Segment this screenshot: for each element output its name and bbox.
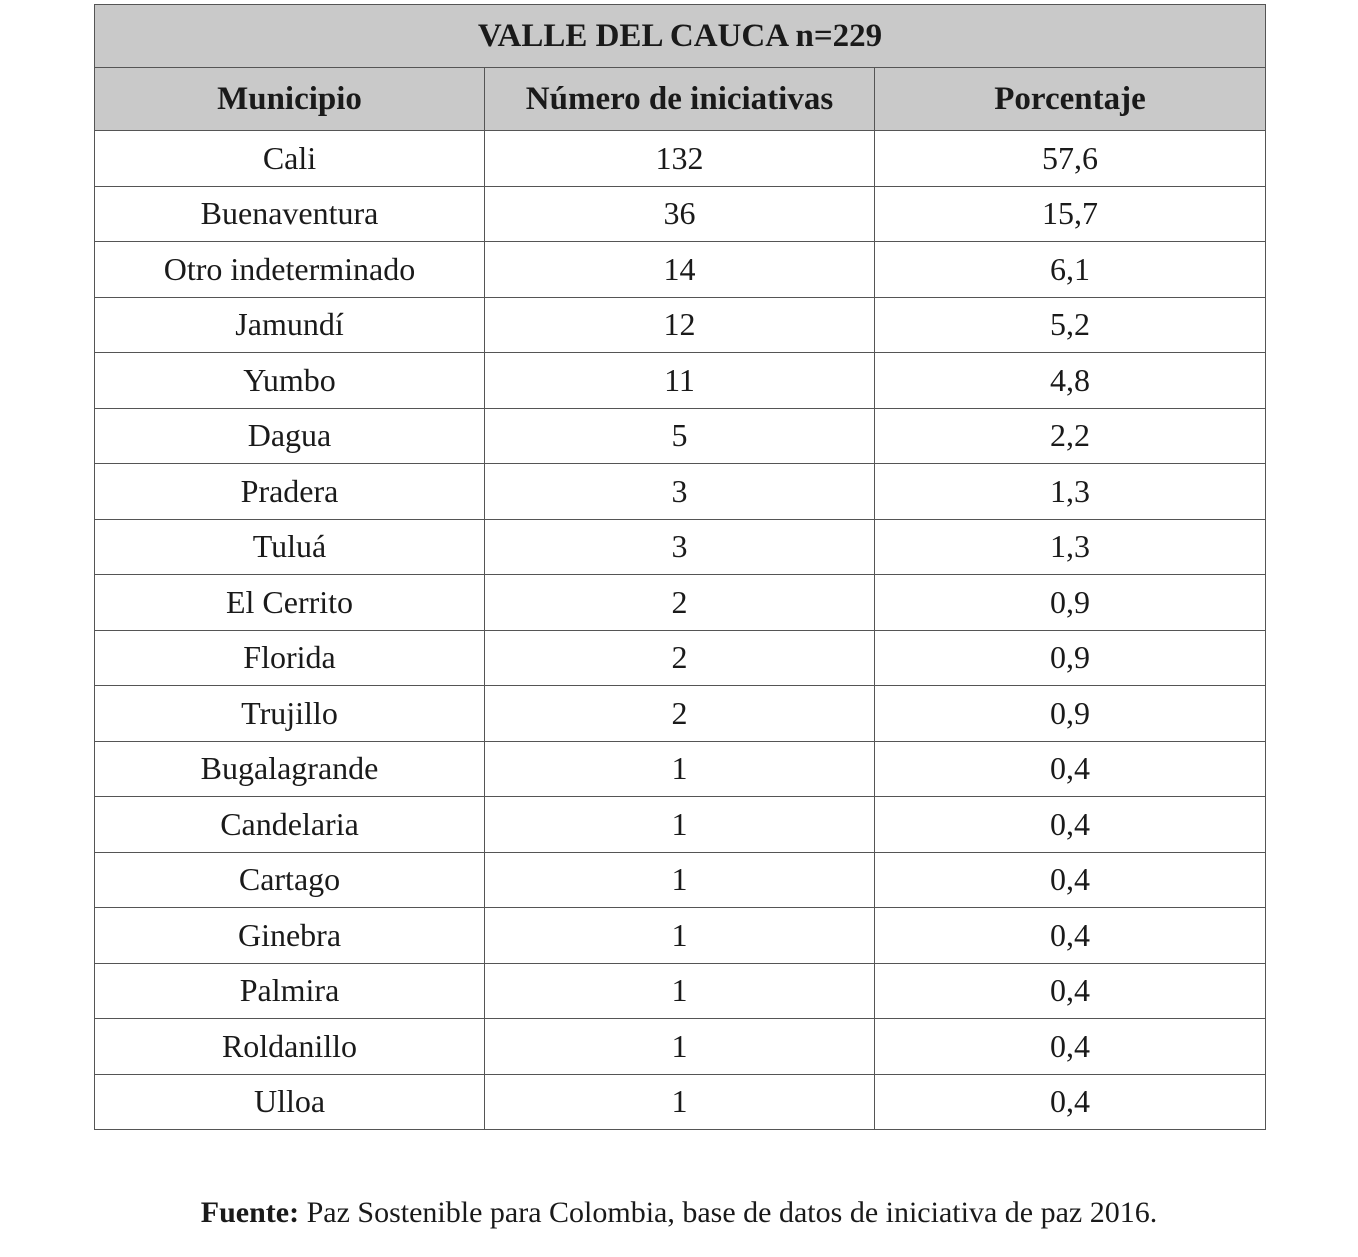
cell-porcentaje: 57,6 [875, 131, 1266, 187]
cell-municipio: El Cerrito [95, 575, 485, 631]
cell-municipio: Roldanillo [95, 1019, 485, 1075]
table-row [95, 741, 1266, 797]
table-row [95, 131, 1266, 187]
cell-porcentaje: 0,4 [875, 797, 1266, 853]
cell-porcentaje: 4,8 [875, 353, 1266, 409]
cell-porcentaje: 6,1 [875, 242, 1266, 298]
cell-numero: 3 [485, 464, 875, 520]
table-row [95, 408, 1266, 464]
table-row [95, 575, 1266, 631]
cell-numero: 1 [485, 852, 875, 908]
table-header-row [95, 68, 1266, 131]
table-row [95, 852, 1266, 908]
table-row [95, 686, 1266, 742]
cell-municipio: Dagua [95, 408, 485, 464]
cell-numero: 1 [485, 908, 875, 964]
cell-numero: 5 [485, 408, 875, 464]
cell-municipio: Trujillo [95, 686, 485, 742]
cell-numero: 2 [485, 686, 875, 742]
source-label: Fuente: [200, 1196, 300, 1229]
cell-numero: 132 [485, 131, 875, 187]
cell-municipio: Cartago [95, 852, 485, 908]
cell-numero: 1 [485, 741, 875, 797]
table-row [95, 797, 1266, 853]
column-header-municipio: Municipio [95, 68, 485, 131]
cell-numero: 2 [485, 630, 875, 686]
cell-porcentaje: 0,9 [875, 575, 1266, 631]
table-row [95, 963, 1266, 1019]
table-row [95, 1074, 1266, 1130]
cell-porcentaje: 0,4 [875, 963, 1266, 1019]
table-row [95, 297, 1266, 353]
cell-numero: 1 [485, 1074, 875, 1130]
cell-municipio: Buenaventura [95, 186, 485, 242]
source-text: Paz Sostenible para Colombia, base de datos de iniciativa de paz 2016. [299, 1196, 1158, 1229]
cell-municipio: Palmira [95, 963, 485, 1019]
column-header-porcentaje: Porcentaje [875, 68, 1266, 131]
cell-numero: 3 [485, 519, 875, 575]
table-row [95, 1019, 1266, 1075]
cell-municipio: Jamundí [95, 297, 485, 353]
cell-porcentaje: 0,4 [875, 1074, 1266, 1130]
cell-porcentaje: 15,7 [875, 186, 1266, 242]
cell-municipio: Pradera [95, 464, 485, 520]
cell-porcentaje: 0,9 [875, 630, 1266, 686]
cell-municipio: Bugalagrande [95, 741, 485, 797]
cell-numero: 1 [485, 1019, 875, 1075]
cell-porcentaje: 2,2 [875, 408, 1266, 464]
cell-municipio: Otro indeterminado [95, 242, 485, 298]
table-row [95, 464, 1266, 520]
table-row [95, 630, 1266, 686]
cell-porcentaje: 5,2 [875, 297, 1266, 353]
cell-municipio: Ginebra [95, 908, 485, 964]
cell-numero: 14 [485, 242, 875, 298]
cell-porcentaje: 0,4 [875, 1019, 1266, 1075]
cell-porcentaje: 1,3 [875, 519, 1266, 575]
cell-municipio: Tuluá [95, 519, 485, 575]
cell-municipio: Candelaria [95, 797, 485, 853]
cell-porcentaje: 0,4 [875, 908, 1266, 964]
table-row [95, 908, 1266, 964]
cell-numero: 1 [485, 797, 875, 853]
table-body [95, 131, 1266, 1130]
source-note [0, 1196, 1358, 1230]
table-title-row [95, 5, 1266, 68]
cell-municipio: Florida [95, 630, 485, 686]
cell-porcentaje: 0,4 [875, 852, 1266, 908]
cell-municipio: Yumbo [95, 353, 485, 409]
cell-numero: 11 [485, 353, 875, 409]
table-row [95, 186, 1266, 242]
cell-municipio: Cali [95, 131, 485, 187]
table-row [95, 353, 1266, 409]
cell-numero: 2 [485, 575, 875, 631]
column-header-numero: Número de iniciativas [485, 68, 875, 131]
cell-numero: 1 [485, 963, 875, 1019]
cell-numero: 12 [485, 297, 875, 353]
cell-porcentaje: 0,4 [875, 741, 1266, 797]
cell-porcentaje: 0,9 [875, 686, 1266, 742]
table-title: VALLE DEL CAUCA n=229 [95, 5, 1266, 68]
table-row [95, 242, 1266, 298]
table-row [95, 519, 1266, 575]
cell-municipio: Ulloa [95, 1074, 485, 1130]
cell-porcentaje: 1,3 [875, 464, 1266, 520]
cell-numero: 36 [485, 186, 875, 242]
data-table [94, 4, 1266, 1130]
